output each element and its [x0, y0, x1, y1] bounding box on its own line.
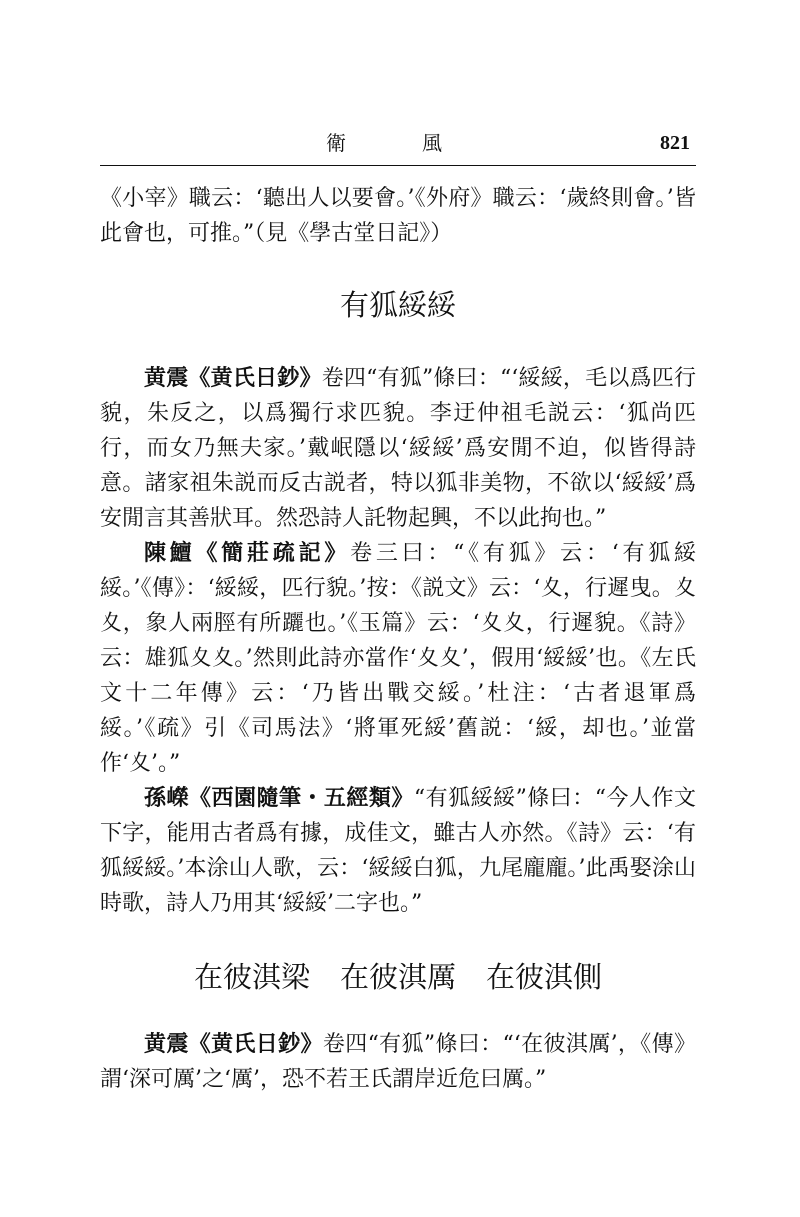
running-head — [100, 128, 696, 162]
author-name: 黄震 — [144, 365, 189, 391]
book-page — [100, 0, 696, 1217]
book-title: 《西園隨筆・五經類》 — [188, 785, 414, 811]
book-title: 《黄氏日鈔》 — [188, 365, 322, 391]
paragraph-huang-zhen-2 — [100, 1027, 696, 1097]
heading-part: 在彼淇梁 — [193, 960, 310, 994]
paragraph-sun-rong — [100, 781, 696, 921]
paragraph-text: “有狐綏綏”條曰：“今人作文下字，能用古者爲有據，成佳文，雖古人亦然。《詩》云：‘有狐綏綏。’本涂山人歌，云：‘綏綏白狐，九尾龐龐。’此禹娶涂山時歌，詩人乃用其‘綏綏’二字也。” — [100, 786, 696, 916]
paragraph-text: 卷四“有狐”條曰：“‘綏綏，毛以爲匹行貌，朱反之，以爲獨行求匹貌。李迂仲祖毛説云：‘狐尚匹行，而女乃無夫家。’戴岷隱以‘綏綏’爲安閒不迫，似皆得詩意。諸家祖朱説而反古説者，特以狐非美物，不欲以‘綏綏’爲安閒言其善狀耳。然恐詩人託物起興，不以此拘也。” — [100, 366, 696, 531]
body-text — [100, 181, 696, 1097]
author-name: 孫嶸 — [144, 785, 189, 811]
paragraph-huang-zhen — [100, 361, 696, 536]
page-number: 821 — [660, 132, 690, 154]
paragraph-text: 卷三曰：“《有狐》云：‘有狐綏綏。’《傳》：‘綏綏，匹行貌。’按：《説文》云：‘夊，行遲曳。夊夊，象人兩脛有所躧也。’《玉篇》云：‘夊夊，行遲貌。《詩》云：雄狐夊夊。’然則此詩亦當作‘夊夊’，假用‘綏綏’也。《左氏文十二年傳》云：‘乃皆出戰交綏。’杜注：‘古者退軍爲綏。’《疏》引《司馬法》‘將軍死綏’舊説：‘綏，却也。’並當作‘夊’。” — [100, 541, 696, 776]
section-heading-you-hu: 有狐綏綏 — [339, 288, 456, 322]
section-heading-qi — [100, 957, 696, 997]
header-rule — [100, 165, 696, 166]
continued-paragraph: 《小宰》職云：‘聽出人以要會。’《外府》職云：‘歲終則會。’皆此會也，可推。”（見《學古堂日記》） — [100, 186, 696, 246]
heading-part: 在彼淇厲 — [339, 960, 456, 994]
paragraph-chen-zhan — [100, 536, 696, 781]
running-head-title: 衛 風 — [326, 131, 470, 155]
author-name: 陳鱣 — [144, 540, 196, 566]
book-title: 《簡莊疏記》 — [195, 540, 351, 566]
author-name: 黄震 — [144, 1031, 189, 1057]
heading-part: 在彼淇側 — [486, 960, 603, 994]
book-title: 《黄氏日鈔》 — [188, 1031, 323, 1057]
paragraph-text: 卷四“有狐”條曰：“‘在彼淇厲’，《傳》謂‘深可厲’之‘厲’，恐不若王氏謂岸近危曰厲。” — [100, 1032, 696, 1092]
